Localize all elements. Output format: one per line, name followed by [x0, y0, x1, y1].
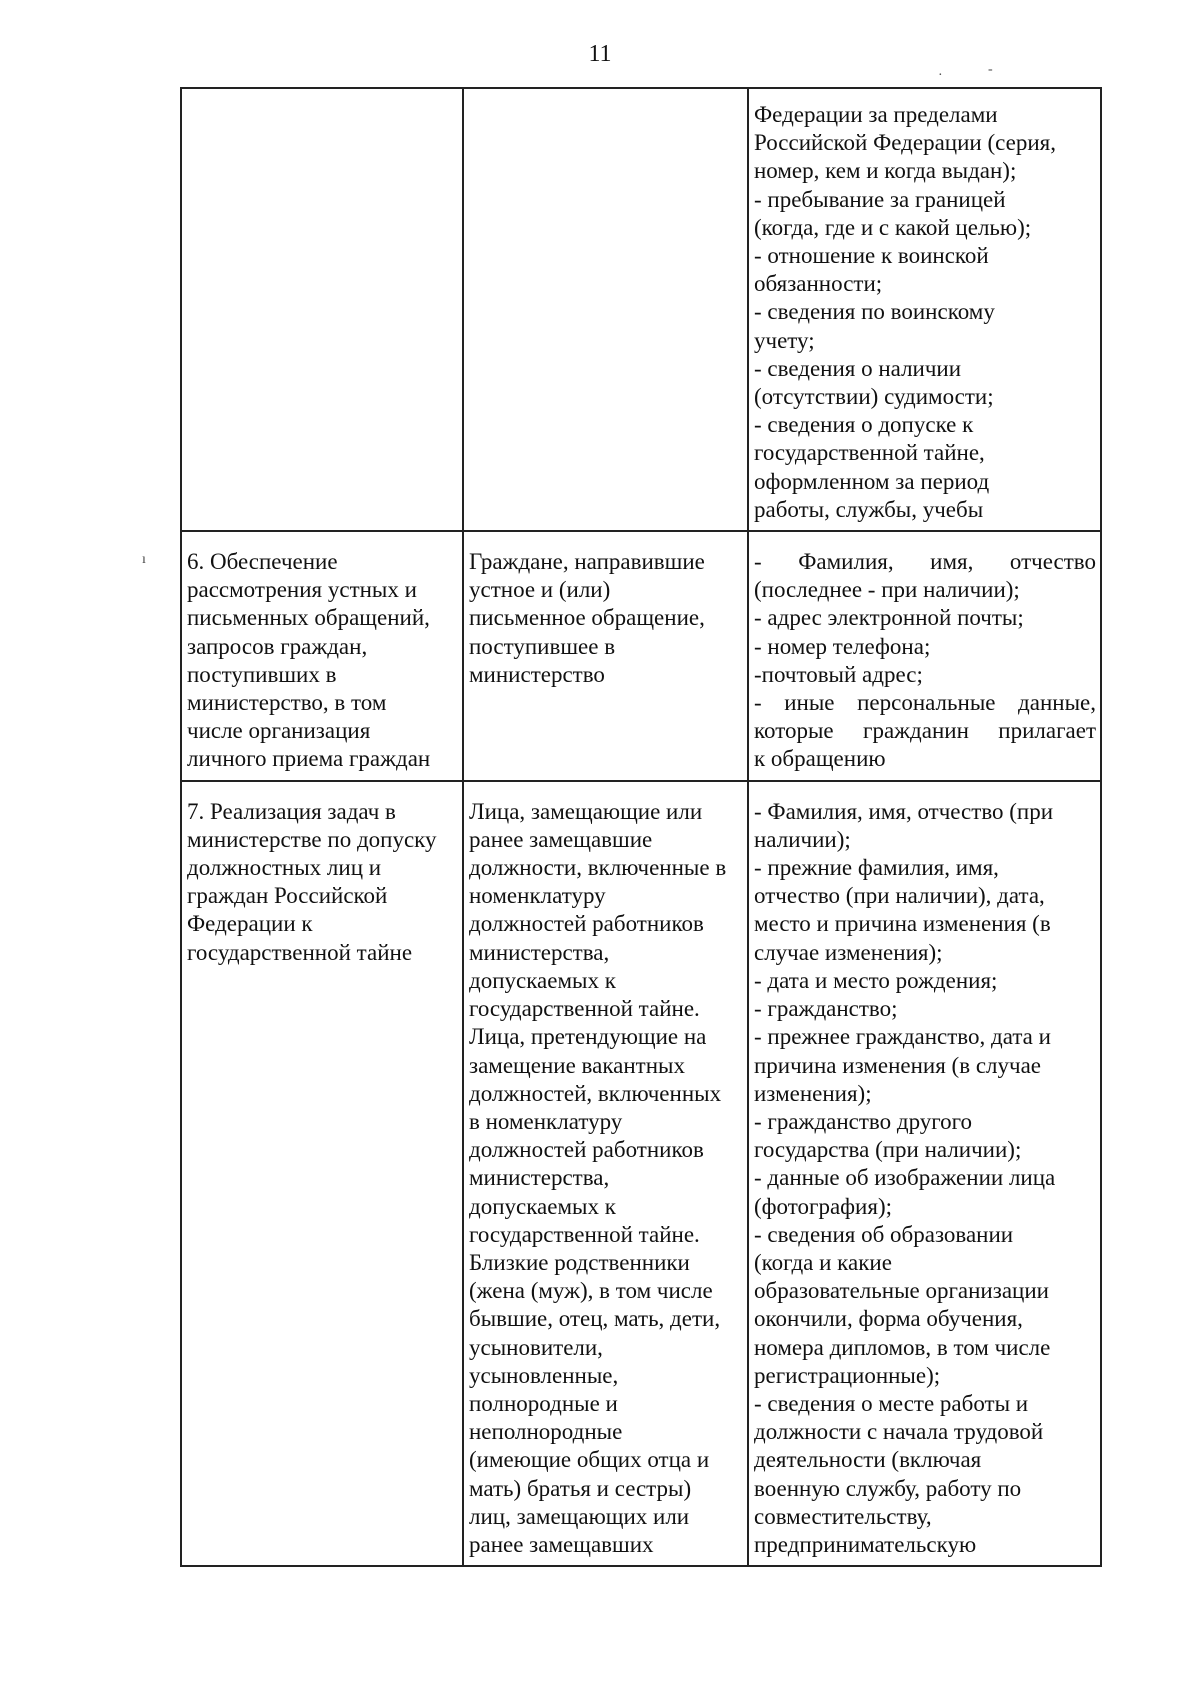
cell-line: - данные об изображении лица — [754, 1165, 1056, 1191]
cell-line: совместительству, — [754, 1503, 932, 1529]
cell-line: 7. Реализация задач в — [187, 798, 396, 824]
cell-line: должности с начала трудовой — [754, 1419, 1044, 1445]
cell-line: Лица, замещающие или — [469, 798, 703, 824]
cell-line: государства (при наличии); — [754, 1137, 1022, 1163]
cell-line: бывшие, отец, мать, дети, — [469, 1306, 721, 1332]
cell-line: - Фамилия, имя, отчество — [754, 549, 1096, 575]
cell-line: должностей работников — [469, 1137, 704, 1163]
cell-line: поступившее в — [469, 633, 616, 659]
cell-line: государственной тайне. — [469, 1221, 700, 1247]
cell-line: - пребывание за границей — [754, 186, 1006, 212]
cell-line: - адрес электронной почты; — [754, 605, 1024, 631]
cell-line: министерство, в том — [187, 690, 387, 716]
cell-line: (фотография); — [754, 1193, 892, 1219]
cell-line: ранее замещавшие — [469, 826, 653, 852]
page-number: 11 — [588, 41, 612, 67]
cell-line: в номенклатуру — [469, 1108, 623, 1134]
cell-line: государственной тайне. — [469, 996, 700, 1022]
cell-line: номенклатуру — [469, 883, 606, 909]
cell-line: должности, включенные в — [469, 855, 727, 881]
cell-line: - прежние фамилия, имя, — [754, 855, 999, 881]
cell-line: (отсутствии) судимости; — [754, 384, 994, 410]
cell-line: - сведения об образовании — [754, 1221, 1014, 1247]
cell-line: числе организация — [187, 718, 371, 744]
cell-line: замещение вакантных — [469, 1052, 685, 1078]
scan-mark: ı — [142, 552, 146, 567]
cell-line: (последнее - при наличии); — [754, 577, 1020, 603]
cell-line: - прежнее гражданство, дата и — [754, 1024, 1051, 1050]
cell-line: Лица, претендующие на — [469, 1024, 707, 1050]
cell-line: (когда и какие — [754, 1249, 892, 1275]
cell-line: работы, службы, учебы — [754, 496, 984, 522]
cell-line: регистрационные); — [754, 1362, 941, 1388]
cell-line: ранее замещавших — [469, 1531, 654, 1557]
cell-line: запросов граждан, — [187, 633, 368, 659]
scan-mark: ‐ — [988, 62, 993, 77]
cell-data-categories — [748, 88, 1101, 531]
cell-line: деятельности (включая — [754, 1447, 982, 1473]
cell-line: государственной тайне — [187, 939, 413, 965]
cell-line: должностей работников — [469, 911, 704, 937]
cell-line: - сведения о месте работы и — [754, 1390, 1029, 1416]
cell-line: случае изменения); — [754, 939, 943, 965]
cell-line: усыновители, — [469, 1334, 603, 1360]
cell-line: (когда, где и с какой целью); — [754, 214, 1032, 240]
cell-line: Близкие родственники — [469, 1249, 690, 1275]
cell-line: Федерации за пределами — [754, 102, 998, 127]
scan-mark: · — [938, 68, 943, 83]
cell-line: наличии); — [754, 826, 851, 852]
cell-line: - номер телефона; — [754, 633, 931, 659]
cell-line: номер, кем и когда выдан); — [754, 158, 1017, 184]
cell-line: - сведения по воинскому — [754, 299, 995, 325]
cell-line: Российской Федерации (серия, — [754, 130, 1056, 156]
cell-line: окончили, форма обучения, — [754, 1306, 1023, 1332]
cell-line: - иные персональные данные, — [754, 690, 1096, 716]
cell-line: -почтовый адрес; — [754, 661, 923, 687]
cell-line: отчество (при наличии), дата, — [754, 883, 1045, 909]
cell-line: причина изменения (в случае — [754, 1052, 1041, 1078]
cell-line: усыновленные, — [469, 1362, 619, 1388]
cell-line: устное и (или) — [469, 577, 611, 603]
cell-line: учету; — [754, 327, 815, 353]
cell-line: граждан Российской — [187, 883, 388, 909]
cell-line: оформленном за период — [754, 468, 990, 494]
cell-line: мать) братья и сестры) — [469, 1475, 692, 1501]
cell-line: Федерации к — [187, 911, 313, 937]
cell-line: государственной тайне, — [754, 440, 985, 466]
cell-line: письменное обращение, — [469, 605, 705, 631]
cell-line: номера дипломов, в том числе — [754, 1334, 1051, 1360]
table-row-7 — [181, 781, 1101, 1566]
cell-data-categories — [748, 781, 1101, 1566]
cell-line: обязанности; — [754, 271, 883, 297]
table-row-continuation — [181, 88, 1101, 531]
cell-subjects — [463, 531, 748, 781]
cell-line: военную службу, работу по — [754, 1475, 1022, 1501]
cell-line: допускаемых к — [469, 967, 616, 993]
cell-line: - сведения о наличии — [754, 355, 962, 381]
cell-line: министерстве по допуску — [187, 826, 437, 852]
cell-purpose — [181, 88, 463, 531]
cell-line: Граждане, направившие — [469, 549, 705, 575]
cell-data-categories — [748, 531, 1101, 781]
cell-line: изменения); — [754, 1080, 872, 1106]
cell-line: допускаемых к — [469, 1193, 616, 1219]
cell-line: министерства, — [469, 939, 610, 965]
cell-subjects — [463, 781, 748, 1566]
cell-line: - отношение к воинской — [754, 243, 989, 269]
cell-subjects — [463, 88, 748, 531]
cell-line: должностей, включенных — [469, 1080, 722, 1106]
cell-line: - гражданство другого — [754, 1108, 972, 1134]
cell-line: - дата и место рождения; — [754, 967, 998, 993]
cell-line: которые гражданин прилагает — [754, 718, 1096, 744]
cell-purpose — [181, 531, 463, 781]
cell-line: (жена (муж), в том числе — [469, 1278, 713, 1304]
cell-line: - Фамилия, имя, отчество (при — [754, 798, 1054, 824]
cell-line: письменных обращений, — [187, 605, 430, 631]
cell-line: поступивших в — [187, 661, 337, 687]
cell-line: министерство — [469, 661, 605, 687]
cell-line: неполнородные — [469, 1419, 623, 1445]
cell-line: место и причина изменения (в — [754, 911, 1051, 937]
cell-line: рассмотрения устных и — [187, 577, 417, 603]
cell-line: должностных лиц и — [187, 855, 382, 881]
cell-line: - гражданство; — [754, 996, 898, 1022]
cell-purpose — [181, 781, 463, 1566]
cell-line: полнородные и — [469, 1390, 618, 1416]
cell-line: (имеющие общих отца и — [469, 1447, 710, 1473]
personal-data-table — [180, 87, 1102, 1567]
cell-line: министерства, — [469, 1165, 610, 1191]
cell-line: образовательные организации — [754, 1278, 1049, 1304]
cell-line: - сведения о допуске к — [754, 412, 974, 438]
cell-line: лиц, замещающих или — [469, 1503, 690, 1529]
table-row-6 — [181, 531, 1101, 781]
cell-line: личного приема граждан — [187, 746, 431, 772]
cell-line: предпринимательскую — [754, 1531, 977, 1557]
cell-line: к обращению — [754, 746, 886, 772]
cell-line: 6. Обеспечение — [187, 549, 338, 575]
